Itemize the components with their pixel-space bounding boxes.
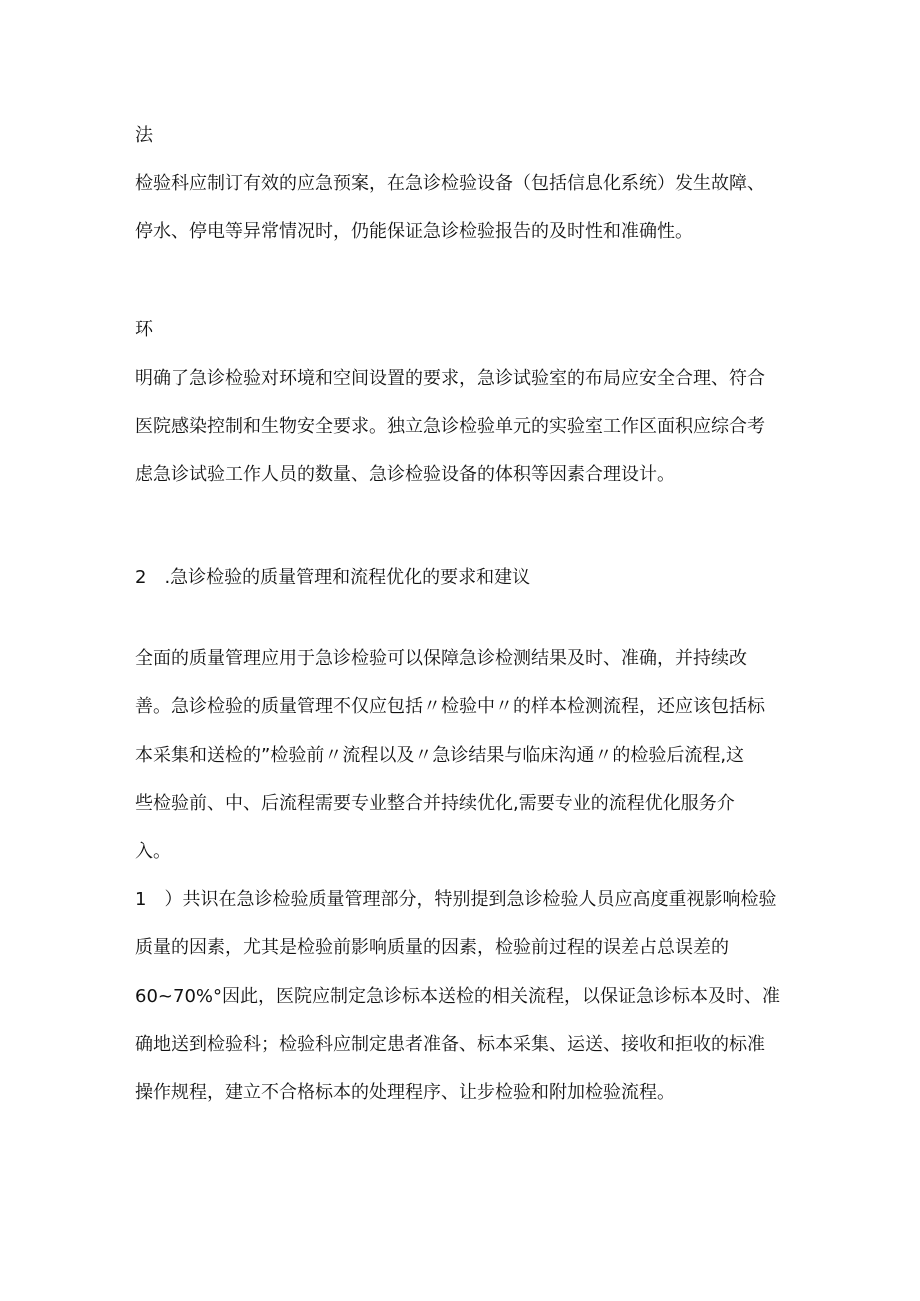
paragraph-line: 检验科应制订有效的应急预案，在急诊检验设备（包括信息化系统）发生故障、 xyxy=(135,173,765,194)
paragraph-line: 质量的因素，尤其是检验前影响质量的因素，检验前过程的误差占总误差的 xyxy=(135,937,729,958)
paragraph-line: 明确了急诊检验对环境和空间设置的要求，急诊试验室的布局应安全合理、符合 xyxy=(135,368,765,389)
paragraph-line: 60~70%°因此，医院应制定急诊标本送检的相关流程，以保证急诊标本及时、准 xyxy=(135,986,780,1007)
paragraph-line: 操作规程，建立不合格标本的处理程序、让步检验和附加检验流程。 xyxy=(135,1082,675,1103)
paragraph-line: 本采集和送检的”检验前〃流程以及〃急诊结果与临床沟通〃的检验后流程,这 xyxy=(135,745,745,766)
paragraph-line: 医院感染控制和生物安全要求。独立急诊检验单元的实验室工作区面积应综合考 xyxy=(135,416,765,437)
paragraph-line: 虑急诊试验工作人员的数量、急诊检验设备的体积等因素合理设计。 xyxy=(135,464,675,485)
paragraph-line: 善。急诊检验的质量管理不仅应包括〃检验中〃的样本检测流程，还应该包括标 xyxy=(135,696,765,717)
paragraph-line: 全面的质量管理应用于急诊检验可以保障急诊检测结果及时、准确，并持续改 xyxy=(135,648,747,669)
section-heading-method: 法 xyxy=(135,125,153,146)
paragraph-line: 1 ）共识在急诊检验质量管理部分，特别提到急诊检验人员应高度重视影响检验 xyxy=(135,889,777,910)
paragraph-line: 些检验前、中、后流程需要专业整合并持续优化,需要专业的流程优化服务介 xyxy=(135,793,735,814)
section-heading-quality: 2 .急诊检验的质量管理和流程优化的要求和建议 xyxy=(135,567,531,588)
paragraph-line: 入。 xyxy=(135,841,171,862)
section-heading-environment: 环 xyxy=(135,319,153,340)
paragraph-line: 停水、停电等异常情况时，仍能保证急诊检验报告的及时性和准确性。 xyxy=(135,221,693,242)
paragraph-line: 确地送到检验科；检验科应制定患者准备、标本采集、运送、接收和拒收的标准 xyxy=(135,1034,765,1055)
